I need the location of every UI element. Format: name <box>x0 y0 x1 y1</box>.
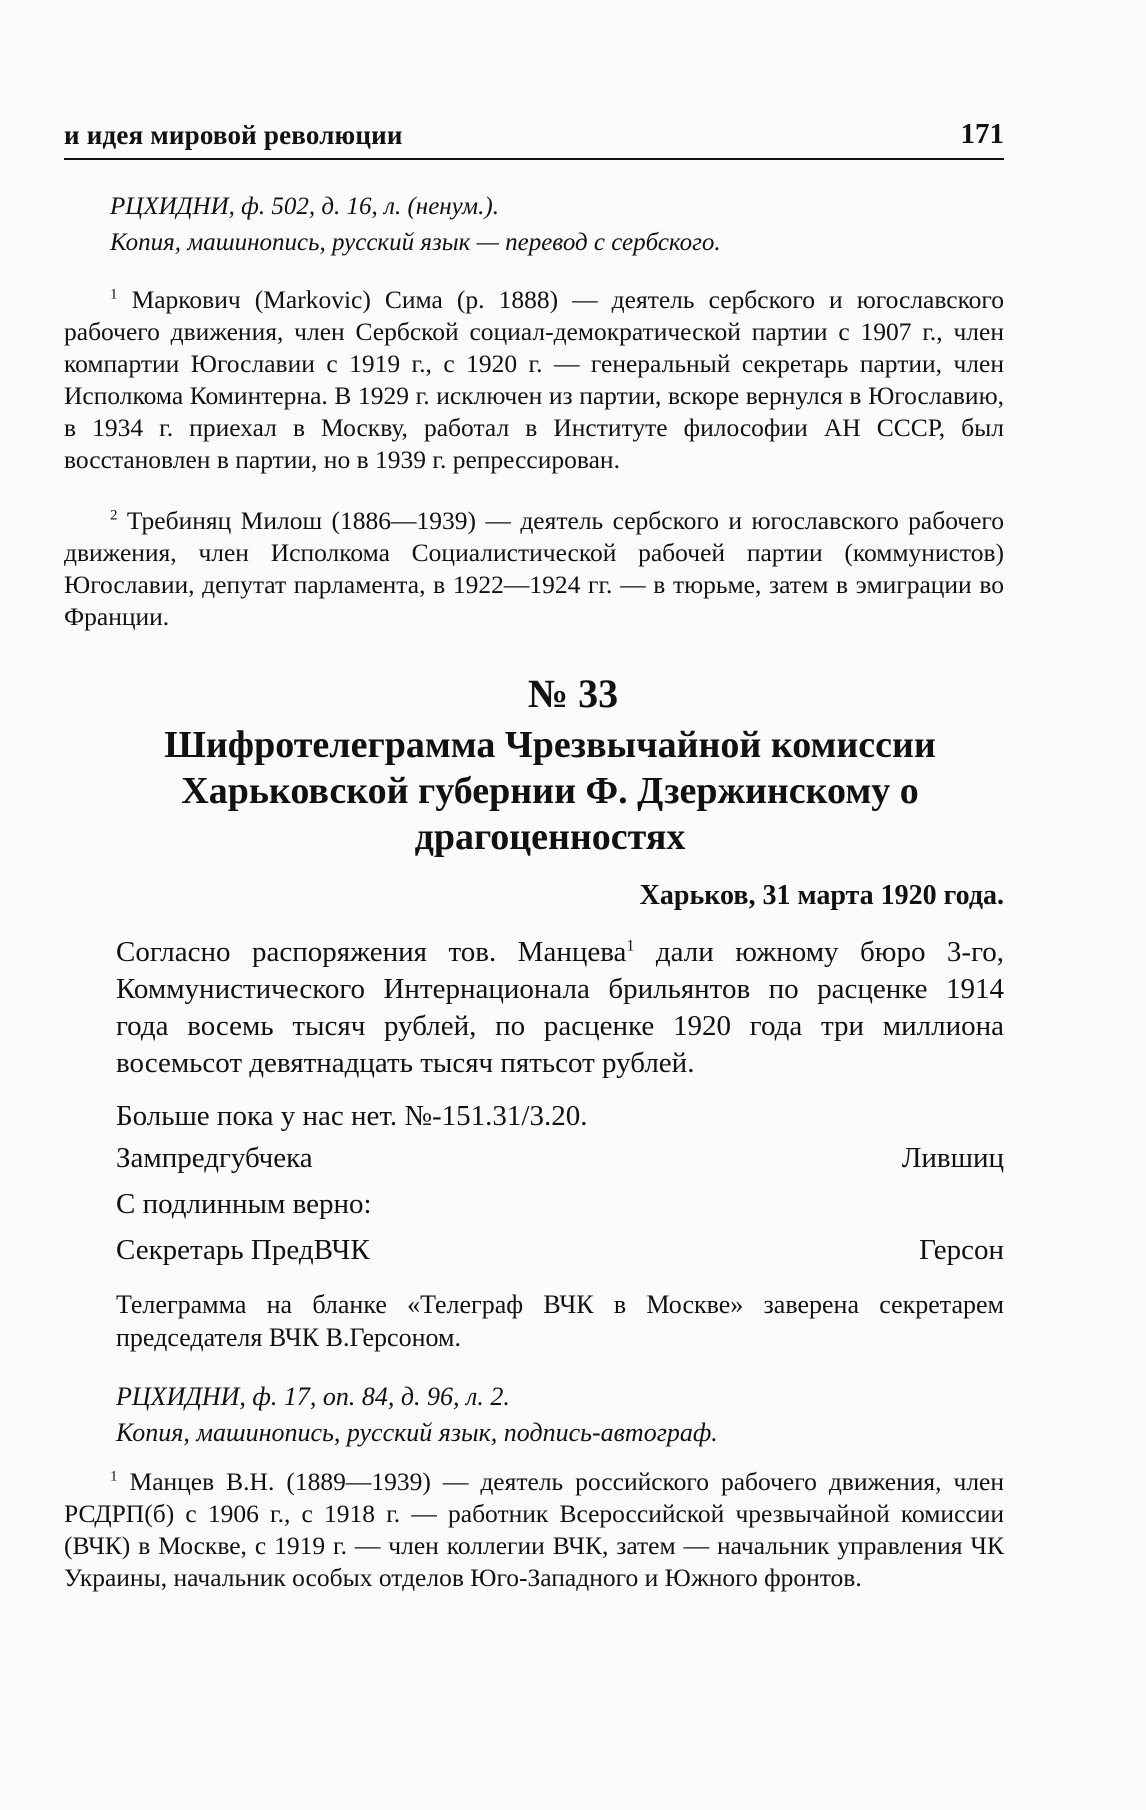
document-title: Шифротелеграмма Чрезвычайной комиссии Харьковской губернии Ф. Дзержинскому о драгоценностях <box>164 724 936 858</box>
document-paragraph-1 <box>116 934 1004 1082</box>
telegram-note: Телеграмма на бланке «Телеграф ВЧК в Москве» заверена секретарем председателя ВЧК В.Герсоном. <box>116 1290 1004 1352</box>
archive-reference-doc: РЦХИДНИ, ф. 17, оп. 84, д. 96, л. 2. <box>116 1382 510 1411</box>
running-title: и идея мировой революции <box>64 120 403 150</box>
footnote-ref: 1 <box>626 937 635 955</box>
archive-reference-prev: РЦХИДНИ, ф. 502, д. 16, л. (ненум.). <box>110 193 499 220</box>
signatory-role: Секретарь ПредВЧК <box>116 1234 370 1266</box>
copy-note-prev: Копия, машинопись, русский язык — перевод с сербского. <box>110 229 721 256</box>
page-header <box>64 118 1004 160</box>
footnote-marker: 1 <box>110 286 118 303</box>
footnote-text: Манцев В.Н. (1889—1939) — деятель российского рабочего движения, член РСДРП(б) с 1906 г., с 1918 г. — работник Всероссийской чрезвычайной комиссии (ВЧК) в Москве, с 1919 г. — член коллегии ВЧК, затем — начальник управления ЧК Украины, начальник особых отделов Юго-Западного и Южного фронтов. <box>64 1467 1005 1592</box>
footnote-mantsev <box>64 1466 1004 1594</box>
paragraph-text-cont: дали южному бюро 3-го, Коммунистического Интернационала брильянтов по расценке 1914 года восемь тысяч рублей, по расценке 1920 года три миллиона восемьсот девятнадцать тысяч пятьсот рублей. <box>116 936 1004 1079</box>
footnote-marker: 2 <box>110 507 118 524</box>
document-place-date: Харьков, 31 марта 1920 года. <box>639 880 1004 911</box>
footnote-marker: 1 <box>110 1468 118 1485</box>
paragraph-text: Согласно распоряжения тов. Манцева <box>116 936 627 968</box>
certified-text: С подлинным верно: <box>116 1188 372 1220</box>
page-number: 171 <box>960 118 1004 150</box>
footnote-text: Маркович (Markovic) Сима (р. 1888) — деятель сербского и югославского рабочего движения, член Сербской социал-демократической партии с 1907 г., член компартии Югославии с 1919 г., с 1920 г. — генеральный секретарь партии, член Исполкома Коминтерна. В 1929 г. исключен из партии, вскоре вернулся в Югославию, в 1934 г. приехал в Москву, работал в Институте философии АН СССР, был восстановлен в партии, но в 1939 г. репрессирован. <box>64 285 1004 474</box>
signatory-name: Герсон <box>919 1234 1004 1266</box>
footnote-markovic <box>64 284 1004 476</box>
document-paragraph-2: Больше пока у нас нет. №-151.31/3.20. <box>116 1100 588 1132</box>
signatory-name: Лившиц <box>901 1142 1004 1174</box>
signatory-role: Зампредгубчека <box>116 1142 313 1174</box>
copy-note-doc: Копия, машинопись, русский язык, подпись-автограф. <box>116 1418 718 1447</box>
footnote-trebinjac <box>64 505 1004 633</box>
document-number: № 33 <box>527 671 619 716</box>
footnote-text: Требиняц Милош (1886—1939) — деятель сербского и югославского рабочего движения, член Исполкома Социалистической рабочей партии (коммунистов) Югославии, депутат парламента, в 1922—1924 гг. — в тюрьме, затем в эмиграции во Франции. <box>64 506 1005 631</box>
